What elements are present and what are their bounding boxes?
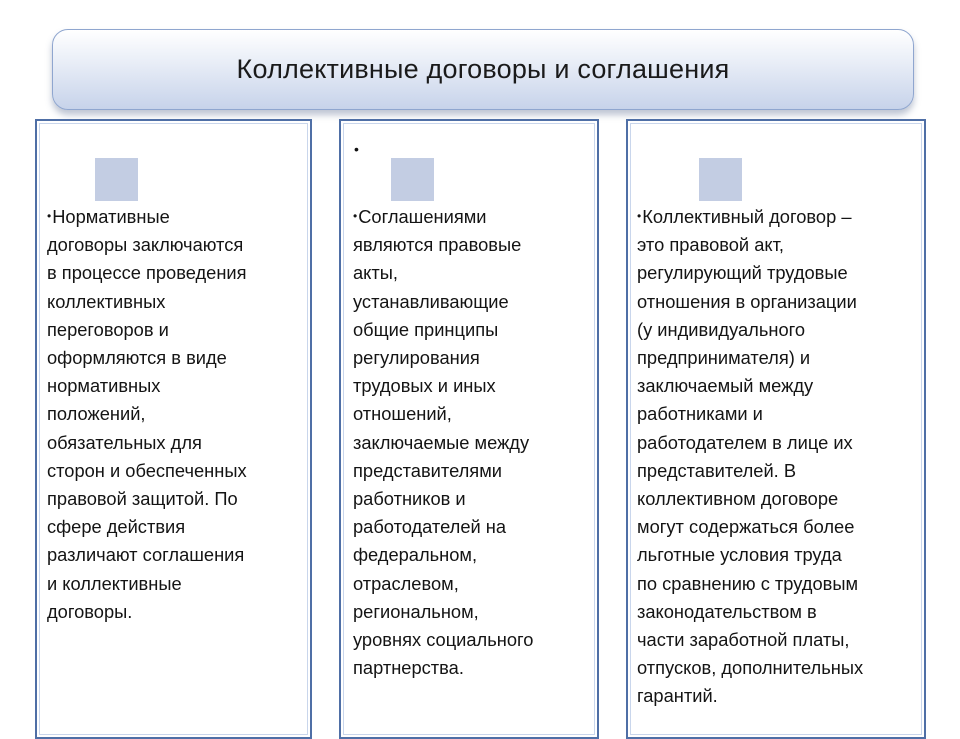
column-body: Соглашениями являются правовые акты, устанавливающие общие принципы регулирования трудовых и иных отношений, заключаемые между представителями работников и работодателей на федеральном, отраслевом, региональном, уровнях социального партнерства. <box>353 206 534 679</box>
bullet-icon: • <box>637 209 642 223</box>
column-normative-agreements <box>35 119 312 739</box>
empty-bullet-icon: • <box>354 141 359 157</box>
image-placeholder-icon <box>391 158 434 201</box>
column-text <box>637 202 922 711</box>
column-agreements <box>339 119 599 739</box>
image-placeholder-icon <box>95 158 138 201</box>
column-body: Нормативные договоры заключаются в процессе проведения коллективных переговоров и оформляются в виде нормативных положений, обязательных для сторон и обеспеченных правовой защитой. По сфере действия различают соглашения и коллективные договоры. <box>47 206 247 622</box>
column-collective-agreement <box>626 119 926 739</box>
bullet-icon: • <box>353 209 358 223</box>
column-text <box>353 202 593 682</box>
column-text <box>47 202 304 626</box>
column-body: Коллективный договор – это правовой акт, регулирующий трудовые отношения в организации (у индивидуального предпринимателя) и заключаемый между работниками и работодателем в лице их представителей. В коллективном договоре могут содержаться более льготные условия труда по сравнению с трудовым законодательством в части заработной платы, отпусков, дополнительных гарантий. <box>637 206 864 707</box>
page-title: Коллективные договоры и соглашения <box>236 54 730 84</box>
title-banner <box>52 29 914 110</box>
bullet-icon: • <box>47 209 52 223</box>
image-placeholder-icon <box>699 158 742 201</box>
